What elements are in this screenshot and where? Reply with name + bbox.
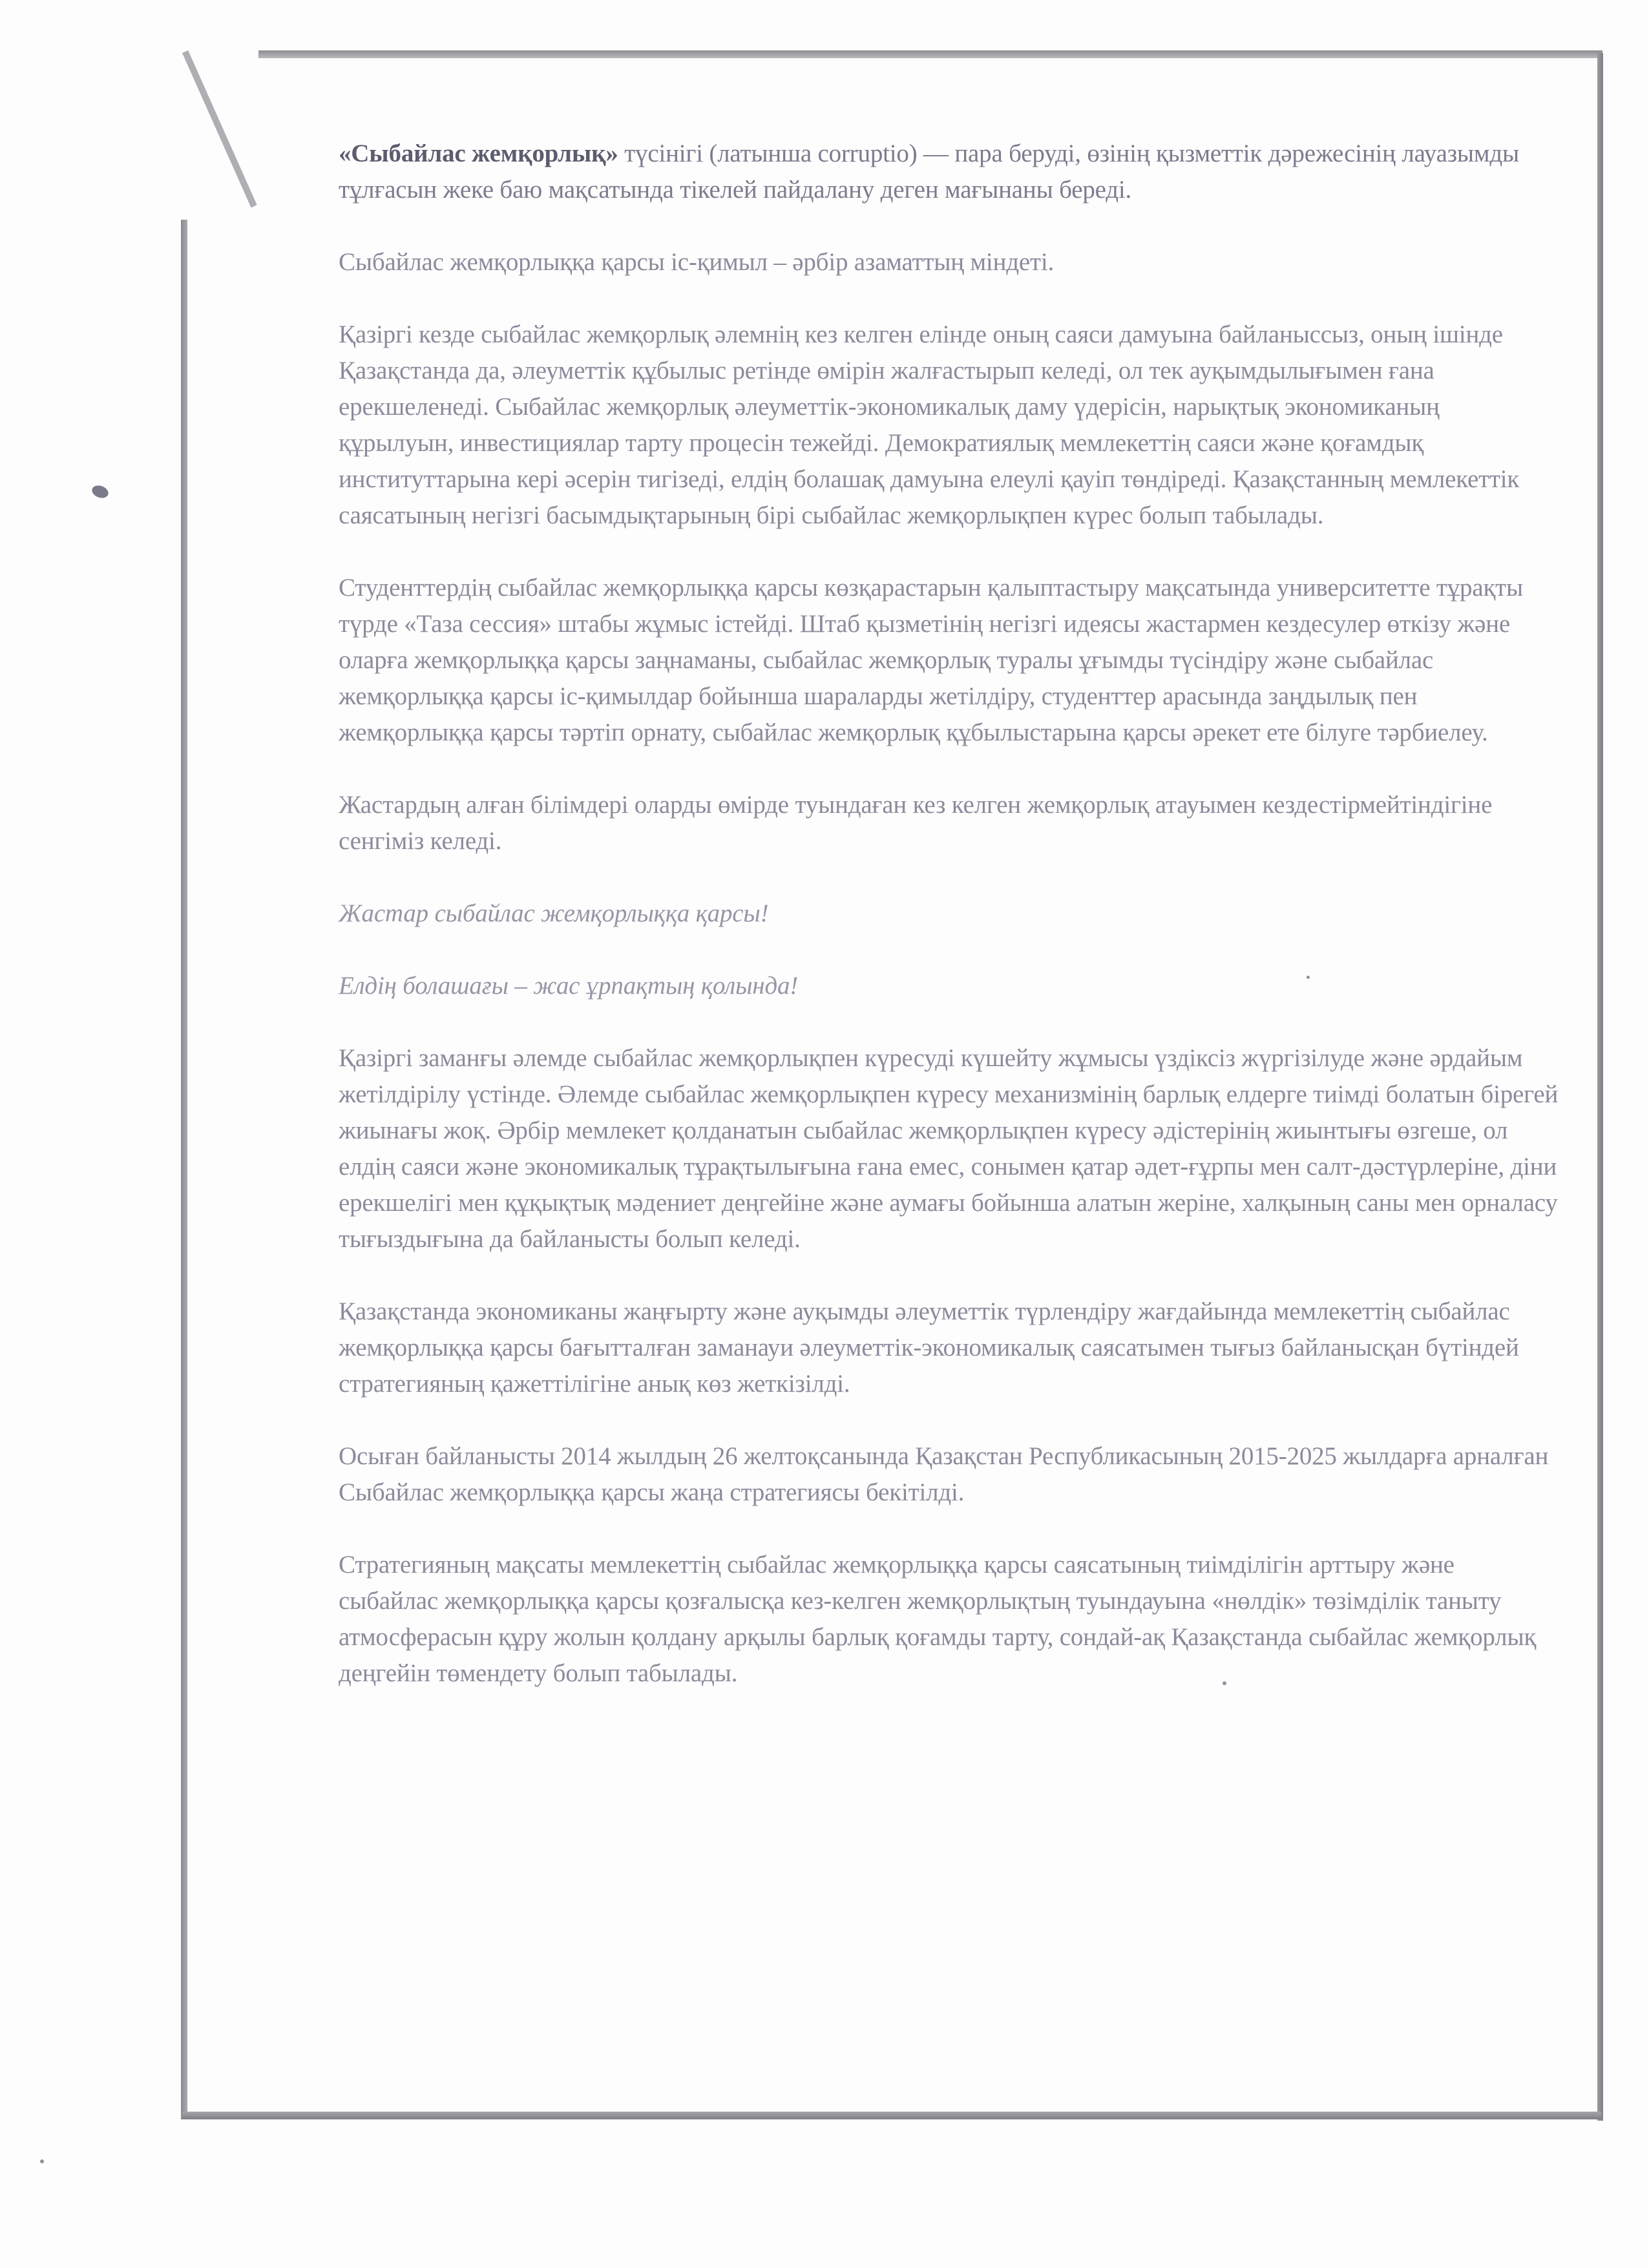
- scan-speck: [90, 483, 110, 500]
- page-frame-corner: [182, 50, 257, 207]
- paragraph-civic-duty: Сыбайлас жемқорлыққа қарсы іс-қимыл – әрбір азаматтың міндеті.: [339, 248, 1055, 276]
- document-body: [339, 136, 1560, 1728]
- paragraph-current-situation: Қазіргі кезде сыбайлас жемқорлық әлемнің кез келген елінде оның саяси дамуына байланыссыз, оның ішінде Қазақстанда да, әлеуметтік құбылыс ретінде өмірін жалғастырып келеді, ол тек ауқымдылығымен ғана ерекшеленеді. Сыбайлас жемқорлық әлеуметтік-экономикалық даму үдерісін, нарықтық экономиканың құрылуын, инвестициялар тарту процесін тежейді. Демократиялық мемлекеттің саяси және қоғамдық институттарына кері әсерін тигізеді, елдің болашақ дамуына елеулі қауіп төндіреді. Қазақстанның мемлекеттік саясатының негізгі басымдықтарының бірі сыбайлас жемқорлықпен күрес болып табылады.: [339, 320, 1520, 529]
- page-frame-right: [1597, 53, 1603, 2121]
- paragraph-kazakhstan-strategy-need: Қазақстанда экономиканы жаңғырту және ауқымды әлеуметтік түрлендіру жағдайында мемлекеттің сыбайлас жемқорлыққа қарсы бағытталған заманауи әлеуметтік-экономикалық саясатымен тығыз байланысқан бүтіндей стратегияның қажеттілігіне анық көз жеткізілді.: [339, 1297, 1519, 1398]
- paragraph-student-headquarters: Студенттердің сыбайлас жемқорлыққа қарсы көзқарастарын қалыптастыру мақсатында университетте тұрақты түрде «Таза сессия» штабы жұмыс істейді. Штаб қызметінің негізгі идеясы жастармен кездесулер өткізу және оларға жемқорлыққа қарсы заңнаманы, сыбайлас жемқорлық туралы ұғымды түсіндіру және сыбайлас жемқорлыққа қарсы іс-қимылдар бойынша шараларды жетілдіру, студенттер арасында заңдылық пен жемқорлыққа қарсы тәртіп орнату, сыбайлас жемқорлық құбылыстарына қарсы әрекет ете білуге тәрбиелеу.: [339, 574, 1524, 746]
- slogan-future: Елдің болашағы – жас ұрпақтың қолында!: [339, 972, 799, 1000]
- paragraph-strategy-goal: Стратегияның мақсаты мемлекеттің сыбайлас жемқорлыққа қарсы саясатының тиімділігін арттыру және сыбайлас жемқорлыққа қарсы қозғалысқа кез-келген жемқорлықтың туындауына «нөлдік» төзімділік таныту атмосферасын құру жолын қолдану арқылы барлық қоғамды тарту, сондай-ақ Қазақстанда сыбайлас жемқорлық деңгейін төмендету болып табылады.: [339, 1551, 1537, 1687]
- paragraph-youth-knowledge: Жастардың алған білімдері оларды өмірде туындаған кез келген жемқорлық атауымен кездестірмейтіндігіне сенгіміз келеді.: [339, 791, 1493, 855]
- page-frame-bottom: [182, 2112, 1601, 2119]
- intro-paragraph: [339, 136, 1560, 208]
- intro-text: түсінігі (латынша corruptio) — пара беруді, өзінің қызметтік дәрежесінің лауазымды тұлғасын жеке баю мақсатында тікелей пайдалану деген мағынаны береді.: [339, 140, 1520, 204]
- page-frame-left: [181, 220, 187, 2119]
- paragraph-modern-world: Қазіргі заманғы әлемде сыбайлас жемқорлықпен күресуді күшейту жұмысы үздіксіз жүргізілуде және әрдайым жетілдірілу үстінде. Әлемде сыбайлас жемқорлықпен күресу механизмінің барлық елдерге тиімді болатын бірегей жиынағы жоқ. Әрбір мемлекет қолданатын сыбайлас жемқорлықпен күресу әдістерінің жиынтығы өзгеше, ол елдің саяси және экономикалық тұрақтылығына ғана емес, сонымен қатар әдет-ғұрпы мен салт-дәстүрлеріне, діни ерекшелігі мен құқықтық мәдениет деңгейіне және аумағы бойынша алатын жеріне, халқының саны мен орналасу тығыздығына да байланысты болып келеді.: [339, 1044, 1559, 1253]
- scan-speck: [40, 2159, 44, 2163]
- paragraph-strategy-approval: Осыған байланысты 2014 жылдың 26 желтоқсанында Қазақстан Республикасының 2015-2025 жылдарға арналған Сыбайлас жемқорлыққа қарсы жаңа стратегиясы бекітілді.: [339, 1442, 1549, 1506]
- slogan-youth: Жастар сыбайлас жемқорлыққа қарсы!: [339, 899, 769, 927]
- page-frame-top: [258, 50, 1602, 58]
- defined-term: «Сыбайлас жемқорлық»: [339, 140, 618, 167]
